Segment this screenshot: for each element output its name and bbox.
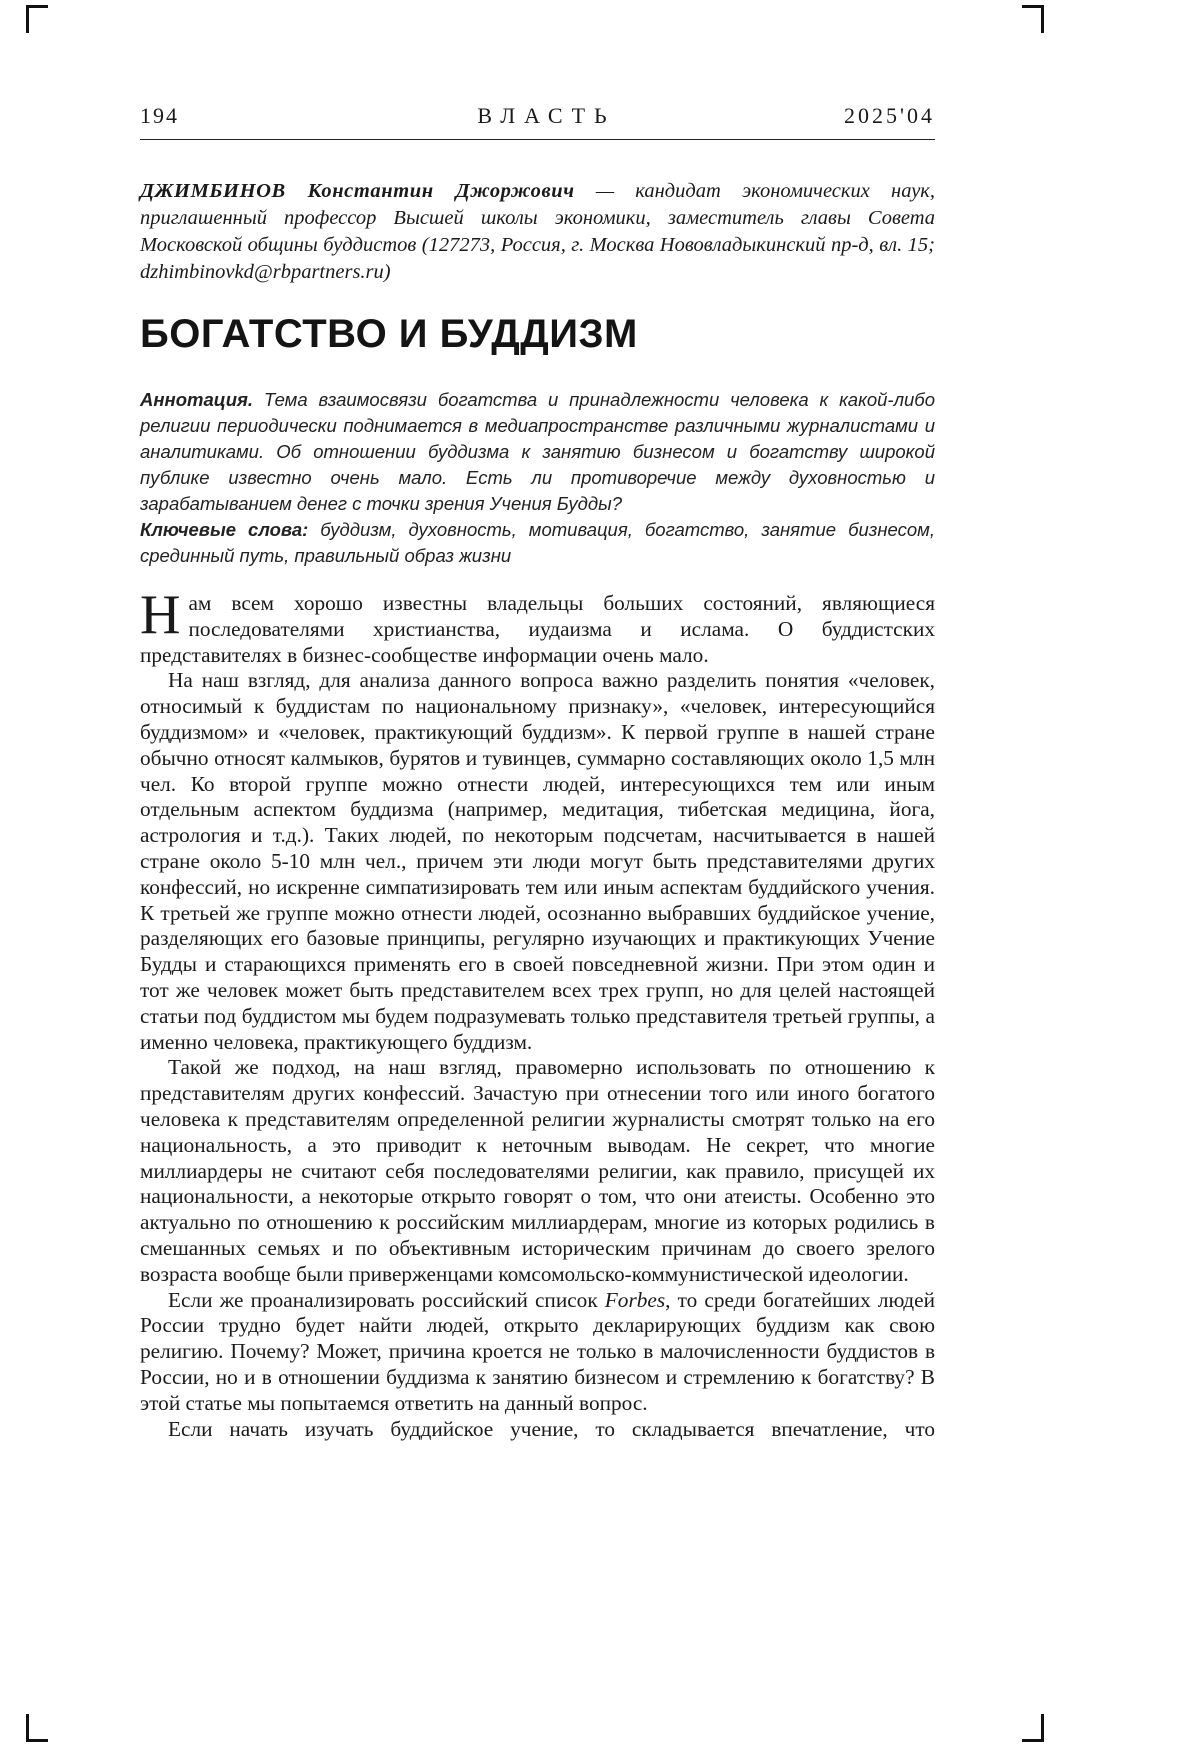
paragraph-lead-text: ам всем хорошо известны владельцы больших состояний, являющиеся последователями христианства, иудаизма и ислама. О буддистских представителях в бизнес-сообществе информации очень мало. bbox=[140, 591, 935, 667]
forbes-italic: Forbes bbox=[604, 1287, 666, 1312]
keywords-text: буддизм, духовность, мотивация, богатство, занятие бизнесом, срединный путь, правильный образ жизни bbox=[140, 519, 935, 566]
keywords-block bbox=[140, 517, 935, 569]
article-title: БОГАТСТВО И БУДДИЗМ bbox=[140, 312, 638, 356]
paragraph-groups: На наш взгляд, для анализа данного вопроса важно разделить понятия «человек, относимый к буддистам по национальному признаку», «человек, интересующийся буддизмом» и «человек, практикующий буддизм». К первой группе в нашей стране обычно относят калмыков, бурятов и тувинцев, суммарно составляющих около 1,5 млн чел. Ко второй группе можно отнести людей, интересующихся тем или иным отдельным аспектом буддизма (например, медитация, тибетская медицина, йога, астрология и т.д.). Таких людей, по некоторым подсчетам, насчитывается в нашей стране около 5-10 млн чел., причем эти люди могут быть представителями других конфессий, но искренне симпатизировать тем или иным аспектам буддийского учения. К третьей же группе можно отнести людей, осознанно выбравших буддийское учение, разделяющих его базовые принципы, регулярно изучающих и практикующих Учение Будды и старающихся применять его в своей повседневной жизни. При этом один и тот же человек может быть представителем всех трех групп, но для целей настоящей статьи под буддистом мы будем подразумевать только представителя третьей группы, а именно человека, практикующего буддизм. bbox=[140, 668, 935, 1054]
paragraph-lead bbox=[140, 584, 935, 668]
paragraph-confessions: Такой же подход, на наш взгляд, правомерно использовать по отношению к представителям других конфессий. Зачастую при отнесении того или иного богатого человека к представителям определенной религии журналисты смотрят только на его национальность, а это приводит к неточным выводам. Не секрет, что многие миллиардеры не считают себя последователями религии, как правило, присущей их национальности, а некоторые открыто говорят о том, что они атеисты. Особенно это актуально по отношению к российским миллиардерам, многие из которых родились в смешанных семьях и по объективным историческим причинам до своего зрелого возраста вообще были приверженцами комсомольско-коммунистической идеологии. bbox=[140, 1055, 935, 1286]
author-name: ДЖИМБИНОВ Константин Джоржович bbox=[140, 180, 575, 202]
article-body bbox=[140, 584, 935, 1442]
crop-mark-top-left bbox=[26, 5, 48, 33]
keywords-label: Ключевые слова: bbox=[140, 519, 309, 540]
crop-mark-top-right bbox=[1022, 5, 1044, 33]
paragraph-forbes-after: , то среди богатейших людей России трудно будет найти людей, открыто декларирующих буддизм как свою религию. Почему? Может, причина кроется не только в малочисленности буддистов в России, но и в отношении буддизма к занятию бизнесом и стремлению к богатству? В этой статье мы попытаемся ответить на данный вопрос. bbox=[140, 1287, 935, 1415]
issue-number: 2025'04 bbox=[844, 103, 935, 128]
abstract-label: Аннотация. bbox=[140, 389, 254, 410]
abstract-block bbox=[140, 387, 935, 517]
author-block bbox=[140, 178, 935, 286]
crop-mark-bottom-right bbox=[1022, 1714, 1044, 1742]
crop-mark-bottom-left bbox=[26, 1714, 48, 1742]
running-head bbox=[140, 103, 935, 140]
drop-cap: Н bbox=[140, 584, 181, 646]
paragraph-final-line: Если начать изучать буддийское учение, то складывается впечатление, что bbox=[168, 1416, 935, 1441]
abstract-text: Тема взаимосвязи богатства и принадлежности человека к какой-либо религии периодически поднимается в медиапространстве различными журналистами и аналитиками. Об отношении буддизма к занятию бизнесом и богатству широкой публике известно очень мало. Есть ли противоречие между духовностью и зарабатыванием денег с точки зрения Учения Будды? bbox=[140, 389, 935, 514]
paragraph-forbes-before: Если же проанализировать российский список bbox=[168, 1287, 605, 1312]
page-number: 194 bbox=[140, 103, 179, 128]
journal-title: ВЛАСТЬ bbox=[477, 103, 616, 128]
author-details: — кандидат экономических наук, приглашенный профессор Высшей школы экономики, заместитель главы Совета Московской общины буддистов (127273, Россия, г. Москва Нововладыкинский пр-д, вл. 15; dzhimbinovkd@rbpartners.ru) bbox=[140, 180, 936, 283]
paragraph-forbes bbox=[140, 1288, 935, 1417]
page-content bbox=[140, 103, 935, 1442]
